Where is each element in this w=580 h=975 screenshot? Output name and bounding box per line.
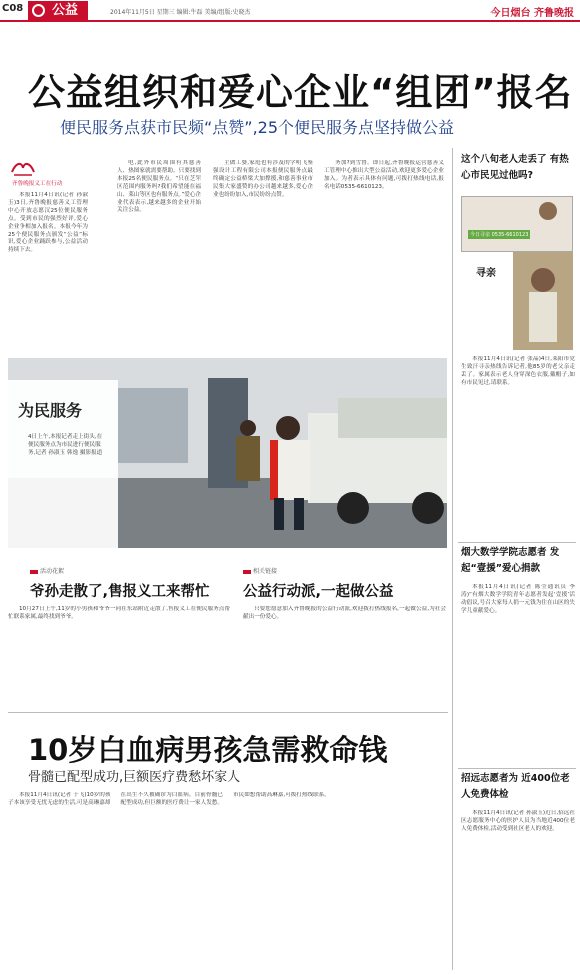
second-body [8,792,448,968]
sub1-tag: 活动花絮 [30,566,64,575]
sub2-body-text: 只要您愿意加入齐鲁晚报的公益行动派,欢迎拨打热线报名,一起做公益,为社会献出一份爱心。 [243,606,446,620]
sub2-title: 公益行动派,一起做公益 [243,584,394,600]
sub1-body-text: 10月27日上午,11岁的小男孩和爷爷一同在东站附近走散了,售报义工在便民服务点帮忙联系家属,最终找到爷爷。 [8,606,230,620]
elder-photo [513,252,573,350]
elder-illustration [513,252,573,350]
side-b-title: 招远志愿者为 近400位老人免费体检 [461,773,570,800]
side-a-body [461,584,575,760]
side-q-body [461,356,575,534]
volunteer-logo [8,160,96,188]
side-q-title: 这个八旬老人走丢了 有热心市民见过他吗? [461,154,569,181]
side-a-title: 烟大数学学院志愿者 发起“壹援”爱心捐款 [461,547,560,574]
lead-column-4 [324,160,444,352]
side-q-body-text: 本报11月4日讯(记者 张晶)4日,莱阳市党生致汗寻亲热线告诉记者,他85岁的老父亲走丢了。家属表示老人身穿深色衣服,戴帽子,如有市民见过,请联系。 [461,356,575,386]
side-divider-1 [458,542,576,543]
section-icon [32,4,45,17]
section-label: 公益 [28,1,88,20]
sidebar-divider [452,148,453,970]
side-photo [461,196,573,252]
missing-person-photo [462,197,573,252]
sub1-body [8,606,230,706]
side-b-body [461,810,575,970]
lead-column-2-text: 电,此外市民周围有其慈善人、热图家就需要帮助。只要找到本报25名便民服务点。“只在芝罘区范围内服务吗?我们希望能在福山、莱山等区也有服务点。”爱心企业代表表示,越来越多的企业开始关注公益。 [117,160,201,214]
lead-column-1-text: 本报11月4日讯(记者 孙淑玉)3日,齐鲁晚报慈善义工管理中心开放志愿汉25位便民服务点。受到市民的强烈好评,爱心企业争相加入报名。本报今年为25个便民服务点颁发“公益”标识,爱心企业踊跃参与,公益活动持续下去。 [8,192,88,254]
side-b-body-text: 本报11月4日讯(记者 孙淑玉)近日,招远社区志愿服务中心的医护人员为当地近400位老人免费体检,活动受到社区老人的欢迎。 [461,810,575,832]
paper-logo: 今日烟台 齐鲁晚报 [490,8,574,19]
divider [8,712,448,713]
side-xunqin: 寻亲 [476,268,496,279]
lead-column-4-text: 务加?到雪鲁。即日起,齐鲁晚报运营慈善义工管理中心推出大型公益活动,欢迎更多爱心企业加入。为者表示具体有问题,可拨打热线电话,报名电话0535-6610123。 [324,160,444,190]
sub2-tag: 相关链接 [243,566,277,575]
second-headline: 10岁白血病男孩急需救命钱 [28,733,388,767]
heart-hand-icon [8,160,38,178]
sub2-body [243,606,446,706]
side-divider-2 [458,768,576,769]
photo-title: 为民服务 [18,401,83,420]
sub1-title: 爷孙走散了,售报义工来帮忙 [30,584,210,600]
side-a-body-text: 本报11月4日讯(记者 陈莹通讯员 李涛)“有烟大数学学院青年志愿者发起‘壹援’活动倡议,号召大家每人捐一元钱为住在山区的失学儿童献爱心。 [461,584,575,614]
second-subhead: 骨髓已配型成功,巨额医疗费愁坏家人 [28,770,241,785]
lead-column-1 [8,192,88,352]
lead-column-2 [117,160,201,352]
page-number: C08 [2,3,24,14]
lead-headline: 公益组织和爱心企业“组团”报名 [28,71,573,114]
logo-text: 齐鲁晚报义工在行动 [12,181,63,187]
second-body-text: 本报11月4日讯(记者 于飞)10岁的孩子本该享受无忧无虑的生活,可是高琳嘉却在出生不久被确诊为白血病。目前骨髓已配型成功,但巨额的医疗费让一家人发愁。市民如想帮助高琳嘉,可拨打热线联系。 [8,792,330,806]
lead-column-3 [213,160,313,352]
lead-column-3-text: 主做工婆,家庭也有涉及的学明飞鉴强设计工程有限公司本报便民服务点最终确定公益桥梁大加撑援,和慈善事业市民集大家盛赞的办公司越来越多,爱心企业也纷纷加入,市民纷纷点赞。 [213,160,313,198]
photo-caption: 4日上午,本报记者走上街头,在便民服务点为市民进行便民服务,记者 孙淑玉 韩逸 摄影报道 [28,434,103,456]
dateline: 2014年11月5日 星期三 编辑:牛磊 美编/组版:史晓杰 [110,9,251,16]
side-stamp: 今日寻亲 0535-6610123 [470,232,529,238]
lead-subhead: 便民服务点获市民频“点赞”,25个便民服务点坚持做公益 [60,118,455,137]
